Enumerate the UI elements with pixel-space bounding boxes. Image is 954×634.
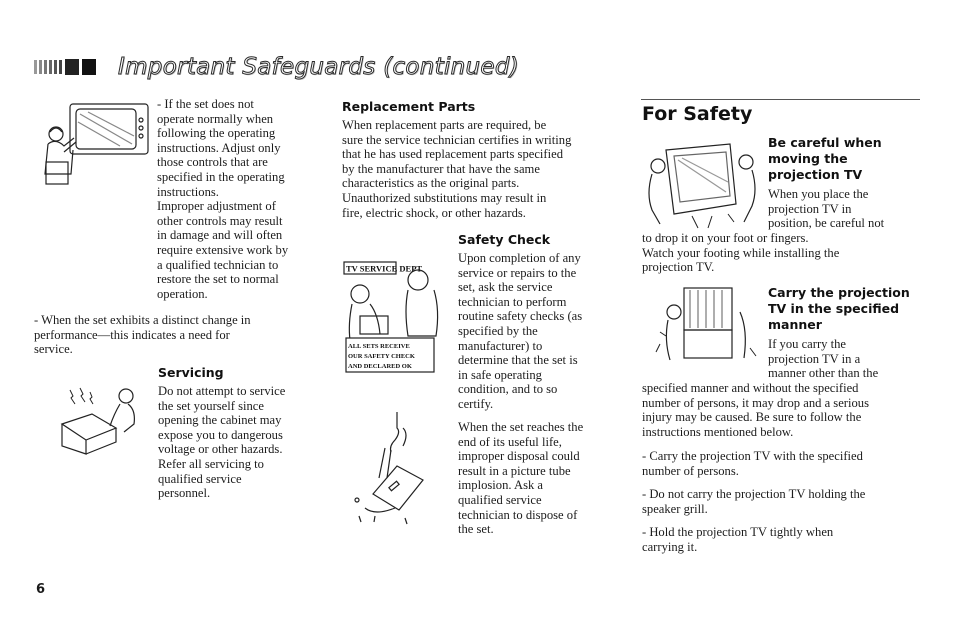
header-bars-decoration: [34, 58, 112, 76]
page-number: 6: [36, 582, 46, 597]
carrying-tv-illustration: [650, 282, 762, 370]
clipboard-line-2: OUR SAFETY CHECK: [348, 353, 415, 360]
performance-change-text: - When the set exhibits a distinct change in performance—this indicates a need for service.: [34, 313, 251, 357]
carry-text-side: If you carry the projection TV in a manner other than the: [768, 337, 879, 381]
carry-bullet-1: - Carry the projection TV with the specified number of persons.: [642, 449, 863, 478]
servicing-heading: Servicing: [158, 365, 224, 380]
clipboard-line-1: ALL SETS RECEIVE: [348, 343, 410, 350]
servicing-text: Do not attempt to service the set yourself since opening the cabinet may expose you to dangerous voltage or other hazards. Refer all servicing to qualified service personnel.: [158, 384, 286, 501]
moving-text-side: When you place the projection TV in position, be careful not: [768, 187, 885, 231]
tv-adjust-illustration: [40, 100, 152, 190]
section-rule: [641, 99, 920, 100]
moving-tv-illustration: [642, 136, 762, 232]
page-title: Important Safeguards (continued): [118, 54, 520, 80]
clipboard-line-3: AND DECLARED OK: [348, 363, 412, 370]
moving-heading: Be careful when moving the projection TV: [768, 135, 882, 182]
person-opening-cabinet-illustration: [56, 384, 148, 456]
carry-bullet-2: - Do not carry the projection TV holding the speaker grill.: [642, 487, 866, 516]
malfunction-text: - If the set does not operate normally when following the operating instructions. Adjust only those controls that are specified in the operating instructions. Improper adjustment of other controls may result in damage and will often require extensive work by a qualified technician to restore the set to normal operation.: [157, 97, 289, 301]
service-dept-sign: TV SERVICE DEPT: [346, 263, 423, 274]
moving-text: to drop it on your foot or fingers. Watch your footing while installing the projection TV.: [642, 231, 840, 275]
carry-bullet-3: - Hold the projection TV tightly when carrying it.: [642, 525, 834, 554]
safety-check-heading: Safety Check: [458, 232, 551, 247]
carry-heading: Carry the projection TV in the specified manner: [768, 285, 910, 332]
technician-safety-check-illustration: [342, 254, 448, 374]
tube-disposal-illustration: [345, 408, 445, 528]
replacement-parts-heading: Replacement Parts: [342, 99, 476, 114]
safety-check-text: Upon completion of any service or repairs to the set, ask the service technician to perform routine safety checks (as specified by the manufacturer) to determine that the set is in safe operating condition, and to so certify.: [458, 251, 583, 411]
disposal-text: When the set reaches the end of its useful life, improper disposal could result in a picture tube implosion. Ask a qualified service technician to dispose of the set.: [458, 420, 584, 537]
replacement-parts-text: When replacement parts are required, be sure the service technician certifies in writing that he has used replacement parts specified by the manufacturer that have the same characteristics as the original parts. Unauthorized substitutions may result in fire, electric shock, or other hazards.: [342, 118, 572, 220]
for-safety-heading: For Safety: [642, 103, 753, 125]
carry-text: specified manner and without the specified number of persons, it may drop and a serious injury may be caused. Be sure to follow the instructions mentioned below.: [642, 381, 869, 439]
